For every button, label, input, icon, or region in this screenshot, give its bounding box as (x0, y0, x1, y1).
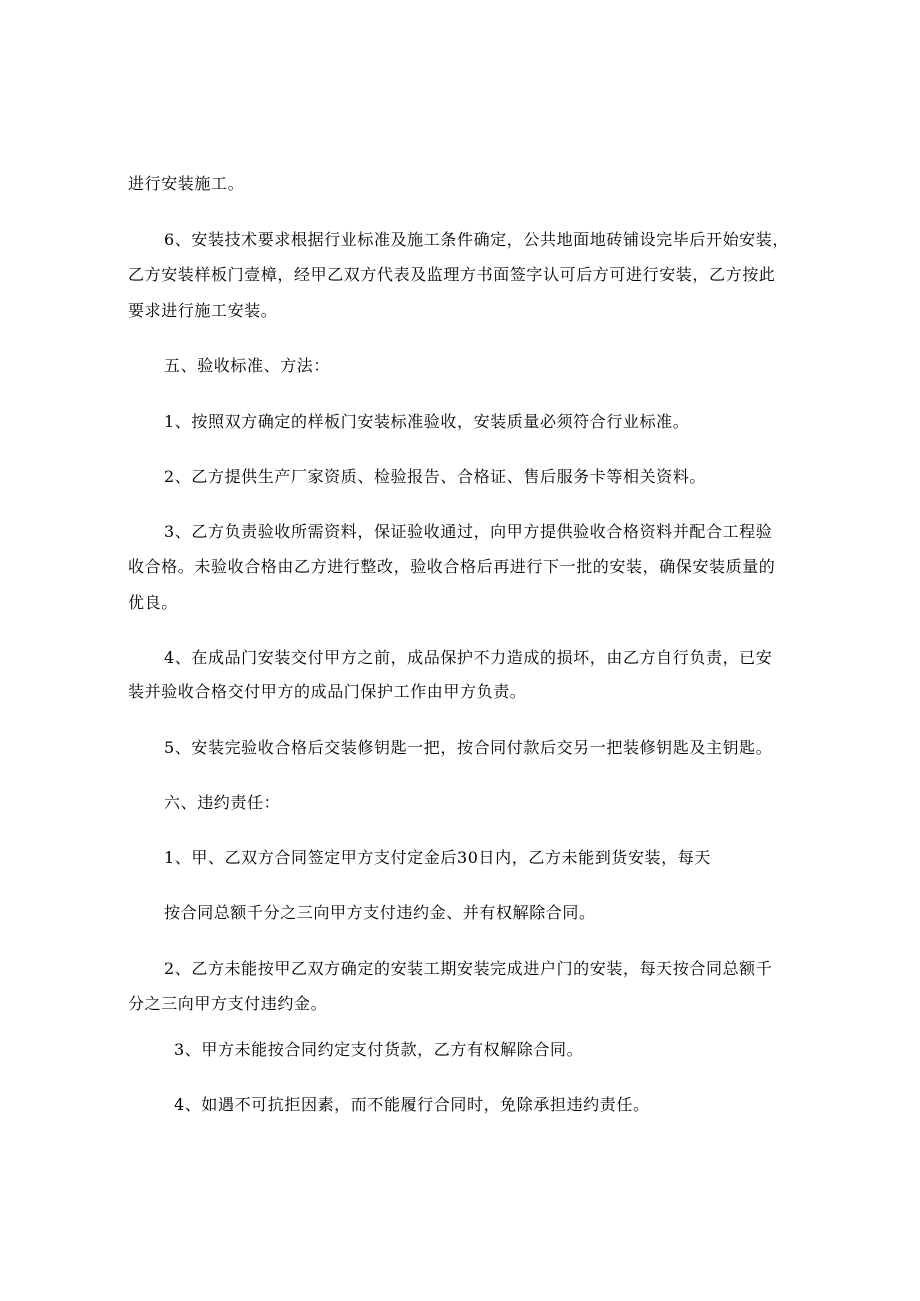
text-line: 优良。 (128, 593, 178, 612)
text-line: 1、甲、乙双方合同签定甲方支付定金后30日内，乙方未能到货安装，每天 (164, 848, 711, 867)
text-line: 1、按照双方确定的样板门安装标准验收，安装质量必须符合行业标准。 (164, 412, 690, 431)
text-line: 2、乙方提供生产厂家资质、检验报告、合格证、售后服务卡等相关资料。 (164, 467, 706, 486)
text-line: 装并验收合格交付甲方的成品门保护工作由甲方负责。 (128, 682, 527, 701)
text-line: 分之三向甲方支付违约金。 (128, 994, 328, 1013)
text-line: 3、甲方未能按合同约定支付货款，乙方有权解除合同。 (174, 1040, 584, 1059)
text-line: 6、安装技术要求根据行业标准及施工条件确定，公共地面地砖铺设完毕后开始安装， (164, 230, 789, 249)
text-line: 要求进行施工安装。 (128, 301, 278, 320)
text-line: 收合格。未验收合格由乙方进行整改，验收合格后再进行下一批的安装，确保安装质量的 (128, 557, 776, 576)
section-heading: 六、违约责任： (164, 793, 281, 812)
text-line: 4、如遇不可抗拒因素，而不能履行合同时，免除承担违约责任。 (174, 1095, 650, 1114)
text-line: 乙方安装样板门壹樟，经甲乙双方代表及监理方书面签字认可后方可进行安装，乙方按此 (128, 265, 776, 284)
text-line: 进行安装施工。 (128, 174, 245, 193)
text-line: 按合同总额千分之三向甲方支付违约金、并有权解除合同。 (164, 903, 596, 922)
text-line: 5、安装完验收合格后交装修钥匙一把，按合同付款后交另一把装修钥匙及主钥匙。 (164, 738, 773, 757)
text-line: 3、乙方负责验收所需资料，保证验收通过，向甲方提供验收合格资料并配合工程验 (164, 522, 773, 541)
section-heading: 五、验收标准、方法： (164, 356, 331, 375)
text-line: 2、乙方未能按甲乙双方确定的安装工期安装完成进户门的安装，每天按合同总额千 (164, 959, 773, 978)
text-line: 4、在成品门安装交付甲方之前，成品保护不力造成的损坏，由乙方自行负责，已安 (164, 648, 773, 667)
